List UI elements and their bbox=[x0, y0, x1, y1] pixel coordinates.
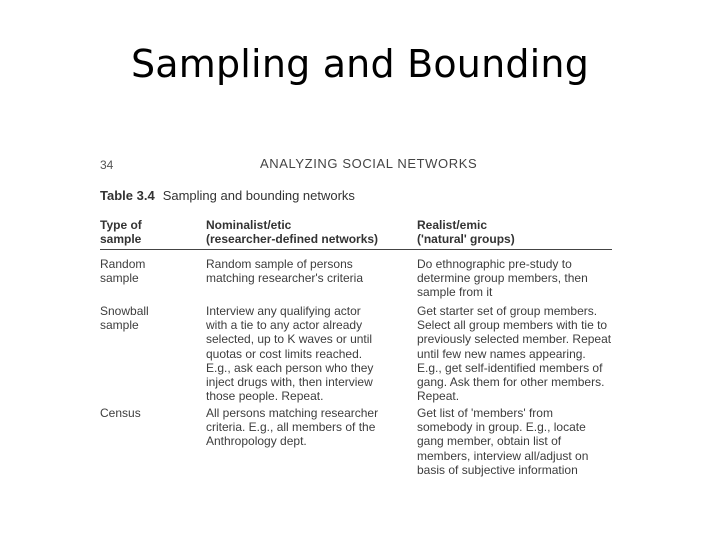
table-number: Table 3.4 bbox=[100, 188, 155, 203]
cell-line: Snowball bbox=[100, 304, 149, 318]
cell-type bbox=[100, 406, 196, 420]
cell-line: Census bbox=[100, 406, 141, 420]
table-caption-text: Sampling and bounding networks bbox=[162, 188, 355, 203]
cell-line: Interview any qualifying actor bbox=[206, 304, 361, 318]
table-header-row bbox=[100, 218, 612, 248]
cell-nominalist bbox=[206, 257, 406, 285]
header-realist bbox=[417, 218, 617, 246]
page-number: 34 bbox=[100, 158, 114, 172]
cell-line: sample bbox=[100, 271, 139, 286]
cell-line: sample from it bbox=[417, 285, 493, 300]
cell-line: members, interview all/adjust on bbox=[417, 448, 589, 463]
header-line: Type of bbox=[100, 218, 142, 232]
cell-line: those people. Repeat. bbox=[206, 389, 324, 404]
cell-line: somebody in group. E.g., locate bbox=[417, 420, 586, 435]
cell-line: determine group members, then bbox=[417, 271, 588, 286]
cell-realist bbox=[417, 304, 617, 403]
cell-realist bbox=[417, 257, 617, 300]
cell-line: until few new names appearing. bbox=[417, 346, 586, 361]
cell-realist bbox=[417, 406, 617, 477]
cell-type bbox=[100, 304, 196, 332]
cell-type bbox=[100, 257, 196, 285]
header-line: Nominalist/etic bbox=[206, 218, 292, 232]
header-line: ('natural' groups) bbox=[417, 232, 515, 246]
cell-line: Anthropology dept. bbox=[206, 434, 307, 449]
cell-line: with a tie to any actor already bbox=[206, 318, 363, 333]
cell-line: Random sample of persons bbox=[206, 257, 353, 271]
header-rule bbox=[100, 249, 612, 250]
cell-line: E.g., get self-identified members of bbox=[417, 360, 603, 375]
cell-line: matching researcher's criteria bbox=[206, 271, 364, 286]
cell-line: All persons matching researcher bbox=[206, 406, 379, 420]
header-nominalist bbox=[206, 218, 406, 246]
header-line: sample bbox=[100, 232, 142, 246]
cell-line: Random bbox=[100, 257, 146, 271]
header-line: (researcher-defined networks) bbox=[206, 232, 379, 246]
cell-line: Get starter set of group members. bbox=[417, 304, 598, 318]
table-caption bbox=[100, 188, 355, 203]
cell-line: selected, up to K waves or until bbox=[206, 332, 373, 347]
cell-line: Get list of 'members' from bbox=[417, 406, 553, 420]
cell-line: Select all group members with tie to bbox=[417, 318, 608, 333]
running-header: ANALYZING SOCIAL NETWORKS bbox=[260, 156, 478, 171]
header-type-of-sample bbox=[100, 218, 196, 246]
cell-nominalist bbox=[206, 406, 406, 449]
cell-line: previously selected member. Repeat bbox=[417, 332, 612, 347]
cell-line: inject drugs with, then interview bbox=[206, 375, 373, 390]
cell-nominalist bbox=[206, 304, 406, 403]
cell-line: sample bbox=[100, 318, 139, 333]
cell-line: Repeat. bbox=[417, 389, 460, 404]
cell-line: Do ethnographic pre-study to bbox=[417, 257, 572, 271]
slide-title: Sampling and Bounding bbox=[130, 42, 590, 86]
cell-line: criteria. E.g., all members of the bbox=[206, 420, 376, 435]
cell-line: gang. Ask them for other members. bbox=[417, 375, 605, 390]
cell-line: gang member, obtain list of bbox=[417, 434, 562, 449]
cell-line: E.g., ask each person who they bbox=[206, 360, 374, 375]
header-line: Realist/emic bbox=[417, 218, 488, 232]
cell-line: quotas or cost limits reached. bbox=[206, 346, 363, 361]
cell-line: basis of subjective information bbox=[417, 462, 578, 477]
